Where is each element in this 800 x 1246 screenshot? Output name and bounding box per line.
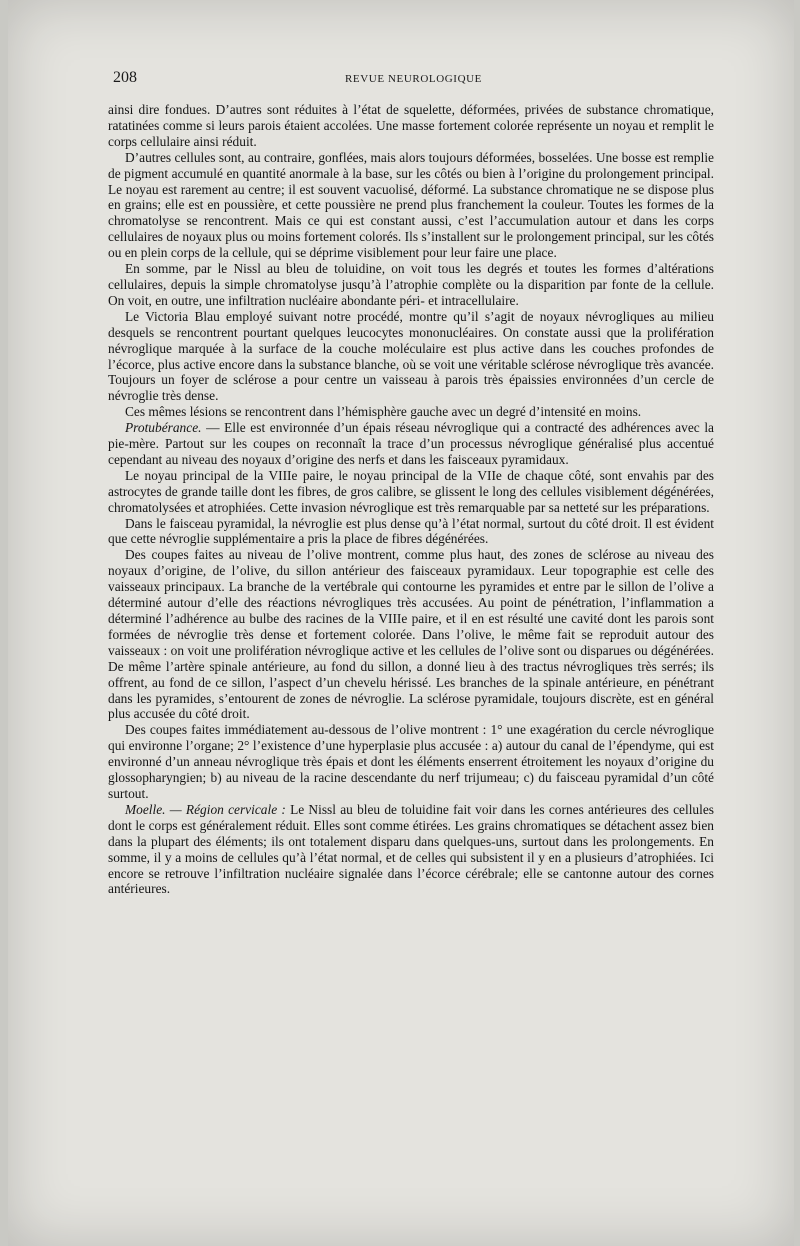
page-number: 208 (113, 69, 137, 86)
paragraph-cell-deformation: ainsi dire fondues. D’autres sont réduites à l’état de squelette, déformées, privées de substance chromatique, ratatinées comme si leurs parois étaient accolées. Une masse fortement colorée représente un noyau et remplit le corps cellulaire ainsi réduit. (108, 102, 714, 149)
paragraph-protuberance-text: — Elle est environnée d’un épais réseau névroglique qui a contracté des adhérences avec la pie-mère. Partout sur les coupes on reconnaît la trace d’un processus névroglique généralisé plus accentué cependant au niveau des noyaux d’origine des nerfs et dans les faisceaux pyramidaux. (108, 420, 714, 467)
paragraph-protuberance (108, 420, 714, 468)
paragraph-pyramidal-bundle: Dans le faisceau pyramidal, la névroglie est plus dense qu’à l’état normal, surtout du côté droit. Il est évident que cette névroglie supplémentaire a pris la place de fibres dégénérées. (108, 515, 714, 547)
paragraph-left-hemisphere: Ces mêmes lésions se rencontrent dans l’hémisphère gauche avec un degré d’intensité en moins. (125, 404, 642, 420)
article-body (108, 102, 714, 897)
section-label-protuberance: Protubérance. (125, 420, 202, 436)
paragraph-spinal-cord (108, 802, 714, 897)
paragraph-below-olive: Des coupes faites immédiatement au-dessous de l’olive montrent : 1° une exagération du cercle névroglique qui environne l’organe; 2° l’existence d’une hyperplasie plus accusée : a) autour du canal de l’épendyme, qui est environné d’un anneau névroglique très épais et dont les éléments enserrent étroitement les noyaux d’origine du glossopharyngien; b) au niveau de la racine descendante du nerf trijumeau; c) du faisceau pyramidal d’un côté surtout. (108, 722, 714, 801)
paragraph-olive: Des coupes faites au niveau de l’olive montrent, comme plus haut, des zones de sclérose au niveau des noyaux d’origine, de l’olive, du sillon antérieur des faisceaux pyramidaux. Leur topographie est celle des vaisseaux principaux. La branche de la vertébrale qui contourne les pyramides et entre par le sillon de l’olive a déterminé autour d’elle des réactions névrogliques très accusées. Au point de pénétration, l’inflammation a déterminé l’adhérence au bulbe des racines de la VIIIe paire, et il en est résulté une cavité dont les parois sont formées de névroglie très dense et fortement colorée. Dans l’olive, le même fait se reproduit autour des vaisseaux : on voit une prolifération névroglique active et les cellules de l’olive sont ou disparues ou dégénérées. De même l’artère spinale antérieure, au fond du sillon, a donné lieu à des tractus névrogliques très serrés; ils offrent, au fond de ce sillon, l’aspect d’un chevelu hérissé. Les branches de la spinale antérieure, en pénétrant dans les pyramides, s’entourent de zones de névroglie. La sclérose pyramidale, toujours discrète, est en général plus accusée du côté droit. (108, 547, 714, 722)
paragraph-nuclei: Le noyau principal de la VIIIe paire, le noyau principal de la VIIe de chaque côté, sont envahis par des astrocytes de grande taille dont les fibres, de gros calibre, se glissent le long des cellules visiblement dégénérées, chromatolysées et atrophiées. Cette invasion névroglique est très remarquable par sa netteté sur les préparations. (108, 467, 714, 515)
page-header (113, 69, 714, 91)
journal-page (8, 0, 794, 1246)
paragraph-nissl-summary: En somme, par le Nissl au bleu de toluidine, on voit tous les degrés et toutes les formes d’altérations cellulaires, depuis la simple chromatolyse jusqu’à l’atrophie complète ou la disparition par fonte de la cellule. On voit, en outre, une infiltration nucléaire abondante péri- et intracellulaire. (108, 261, 714, 308)
paragraph-spinal-cord-text: Le Nissl au bleu de toluidine fait voir dans les cornes antérieures des cellules dont le corps est généralement réduit. Elles sont comme étirées. Les grains chromatiques se détachent assez bien dans la plupart des éléments; ils ont totalement disparu dans quelques-uns, surtout dans les prolongements. En somme, il y a moins de cellules qu’à l’état normal, et de celles qui subsistent il y en a plusieurs d’atrophiées. Ici encore se retrouve l’infiltration nucléaire signalée dans l’écorce cérébrale; elle se cantonne autour des cornes antérieures. (108, 801, 714, 897)
running-title: REVUE NEUROLOGIQUE (345, 73, 482, 85)
section-label-cervical: Moelle. — Région cervicale : (125, 801, 286, 817)
paragraph-victoria-blau: Le Victoria Blau employé suivant notre procédé, montre qu’il s’agit de noyaux névrogliques au milieu desquels se rencontrent pourtant quelques leucocytes mononucléaires. On constate aussi que la prolifération névroglique marquée à la surface de la couche moléculaire est plus active dans les couches profondes de l’écorce, plus active encore dans la substance blanche, où se voit une véritable sclérose névroglique très avancée. Toujours un foyer de sclérose a pour centre un vaisseau à parois très épaissies environnées d’un cercle de névroglie très dense. (108, 308, 714, 404)
paragraph-swollen-cells: D’autres cellules sont, au contraire, gonflées, mais alors toujours déformées, bosselées. Une bosse est remplie de pigment accumulé en quantité anormale à la base, sur les côtés ou bien à l’origine du prolongement principal. Le noyau est rarement au centre; il est souvent vacuolisé, déformé. La substance chromatique ne se dispose plus en grains; elle est en poussière, et cette poussière ne prend plus franchement la couleur. Toutes les formes de la chromatolyse se rencontrent. Mais ce qui est constant aussi, c’est l’accumulation autour et dans les corps cellulaires de noyaux plus ou moins fortement colorés. Ils s’installent sur le prolongement principal, sur les côtés ou en plein corps de la cellule, qui se déprime visiblement pour leur faire une place. (108, 149, 714, 261)
